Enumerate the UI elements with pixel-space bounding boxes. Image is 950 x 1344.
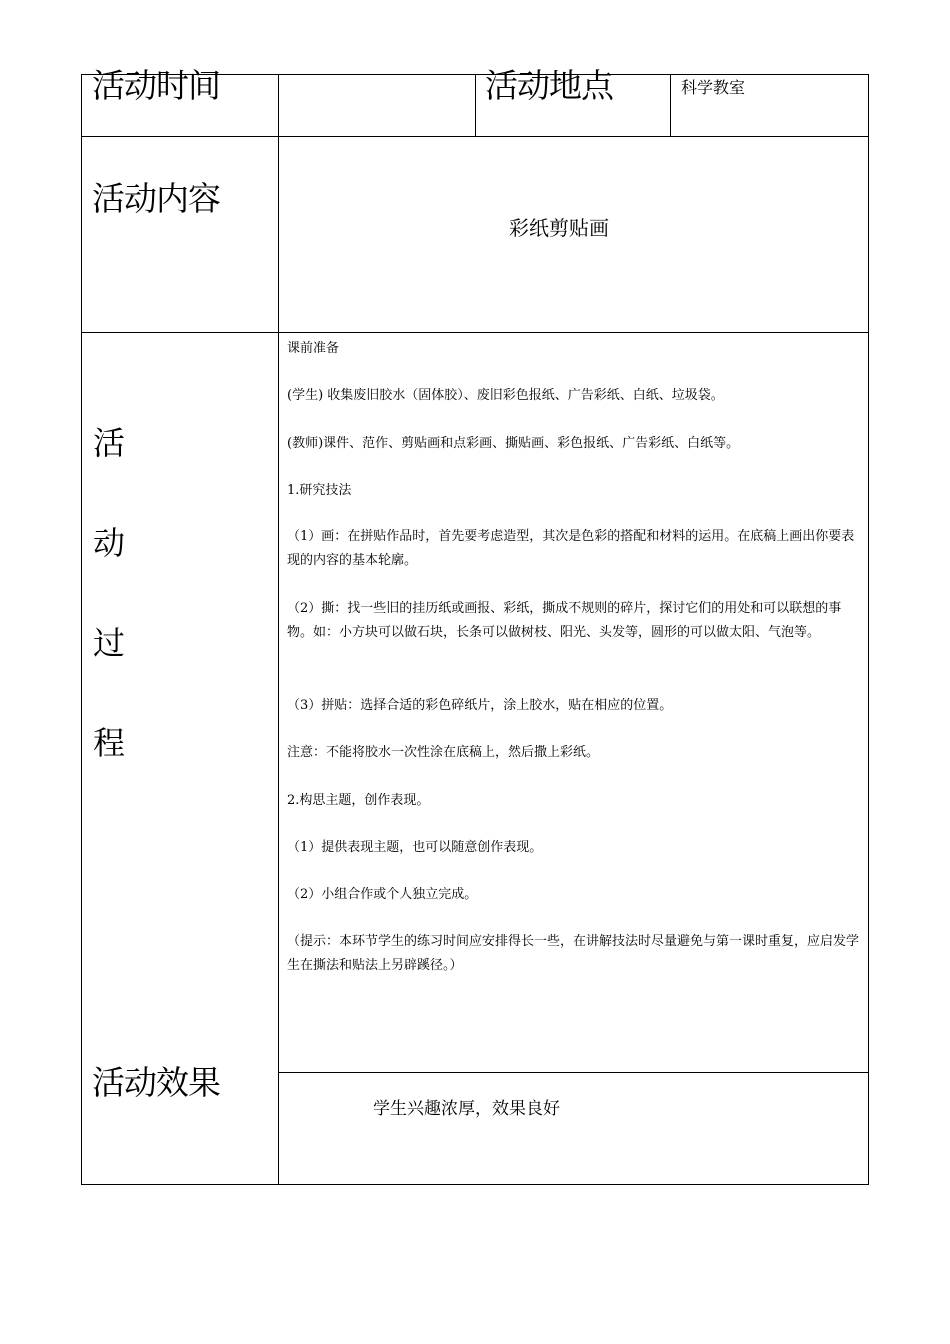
row3-bottom-border [278, 1072, 869, 1073]
activity-process-label-char-2: 动 [93, 524, 126, 562]
process-line-theme-2: （2）小组合作或个人独立完成。 [287, 887, 478, 902]
table-left-border [81, 74, 82, 1185]
activity-process-label-char-4: 程 [93, 724, 126, 762]
row2-bottom-border [81, 332, 869, 333]
activity-content-label: 活动内容 [92, 179, 220, 218]
row1-bottom-border [81, 136, 869, 137]
process-line-students: (学生) 收集废旧胶水（固体胶）、废旧彩色报纸、广告彩纸、白纸、垃圾袋。 [287, 388, 724, 403]
time-value-divider [475, 74, 476, 136]
process-line-hint: （提示：本环节学生的练习时间应安排得长一些，在讲解技法时尽量避免与第一课时重复，应启发学生在撕法和贴法上另辟蹊径。） [287, 934, 860, 973]
activity-effect-label: 活动效果 [92, 1063, 220, 1102]
activity-place-value: 科学教室 [681, 78, 746, 97]
activity-effect-value: 学生兴趣浓厚，效果良好 [373, 1099, 560, 1119]
process-line-draw: （1）画：在拼贴作品时，首先要考虑造型，其次是色彩的搭配和材料的运用。在底稿上画出你要表现的内容的基本轮廓。 [287, 529, 855, 568]
process-line-paste: （3）拼贴：选择合适的彩色碎纸片，涂上胶水，贴在相应的位置。 [287, 698, 673, 713]
activity-content-value: 彩纸剪贴画 [509, 216, 609, 240]
process-line-tear: （2）撕：找一些旧的挂历纸或画报、彩纸，撕成不规则的碎片，探讨它们的用处和可以联想的事物。如：小方块可以做石块，长条可以做树枝、阳光、头发等，圆形的可以做太阳、气泡等。 [287, 601, 842, 640]
process-line-technique-title: 1.研究技法 [287, 483, 352, 498]
process-line-theme-1: （1）提供表现主题，也可以随意创作表现。 [287, 840, 543, 855]
activity-process-label-char-1: 活 [93, 424, 126, 462]
process-line-teacher: (教师)课件、范作、剪贴画和点彩画、撕贴画、彩色报纸、广告彩纸、白纸等。 [287, 436, 740, 451]
place-label-divider [670, 74, 671, 136]
table-right-border [868, 74, 869, 1185]
activity-process-label-char-3: 过 [93, 624, 126, 662]
process-line-prep-title: 课前准备 [287, 341, 340, 356]
table-bottom-border [81, 1184, 869, 1185]
label-column-divider [278, 74, 279, 1185]
process-line-theme-title: 2.构思主题，创作表现。 [287, 793, 430, 808]
activity-place-label: 活动地点 [485, 66, 613, 105]
activity-time-label: 活动时间 [92, 66, 220, 105]
process-line-note: 注意：不能将胶水一次性涂在底稿上，然后撒上彩纸。 [287, 745, 600, 760]
